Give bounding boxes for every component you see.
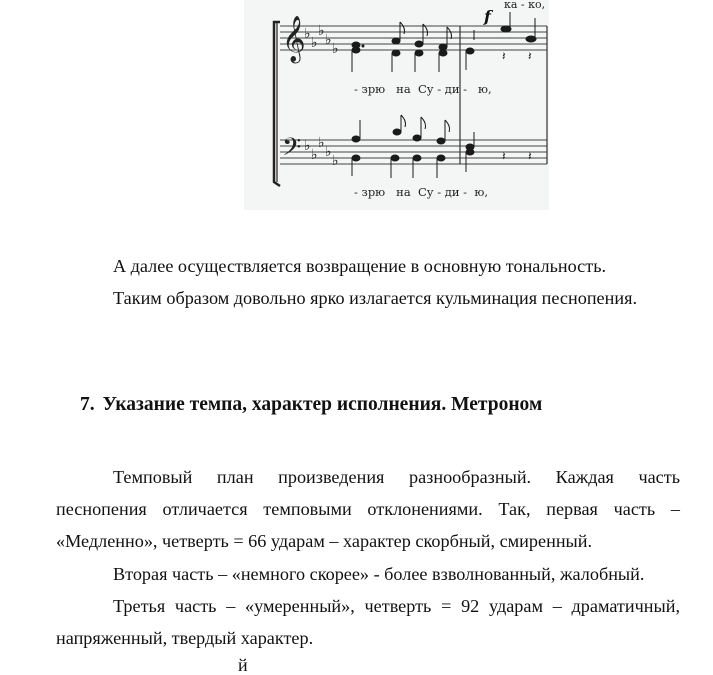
paragraph-third-part-line-1: Третья часть – «умеренный», четверть = 92 ударам – драматичный, [113,596,680,616]
paragraph-third-part-line-2: напряженный, твердый характер. [56,628,314,648]
paragraph-tempo-line-1: Темповый план произведения разнообразный. Каждая часть [113,467,680,487]
svg-text:♭: ♭ [304,138,311,154]
dynamic-forte: f [484,7,491,26]
svg-text:♭: ♭ [325,32,332,48]
svg-text:♭: ♭ [332,41,339,57]
music-score-image [244,0,549,210]
section-title: Указание темпа, характер исполнения. Метроном [102,394,543,415]
svg-text:♭: ♭ [311,147,318,163]
svg-text:♭: ♭ [311,35,318,51]
paragraph-tempo-line-3: «Медленно», четверть = 66 ударам – характер скорбный, смиренный. [56,531,593,551]
svg-text:♭: ♭ [318,135,325,151]
svg-text:𝄽: 𝄽 [528,149,532,163]
section-number: 7. [80,394,95,415]
paragraph-culmination: Таким образом довольно ярко излагается кульминация песнопения. [113,288,638,308]
paragraph-second-part: Вторая часть – «немного скорее» - более взволнованный, жалобный. [113,564,645,584]
cut-off-text-fragment: й [238,655,248,675]
svg-text:𝄞: 𝄞 [282,16,306,62]
paragraph-tempo-line-2: песнопения отличается темповыми отклонениями. Так, первая часть – [56,499,680,519]
svg-text:𝄽: 𝄽 [502,49,506,63]
section-heading [80,389,542,421]
svg-text:𝄽: 𝄽 [502,149,506,163]
svg-text:♭: ♭ [332,153,339,169]
svg-text:♭: ♭ [318,23,325,39]
svg-text:- зрю на Су - ди - ю,: - зрю на Су - ди - ю, [354,82,492,96]
svg-text:♭: ♭ [325,144,332,160]
svg-text:𝄢: 𝄢 [282,133,302,168]
svg-text:♭: ♭ [304,26,311,42]
svg-text:𝄽: 𝄽 [528,49,532,63]
paragraph-return-to-key: А далее осуществляется возвращение в основную тональность. [113,256,607,276]
svg-text:ка - ко,: ка - ко, [504,0,546,11]
svg-text:- зрю на Су - ди - ю,: - зрю на Су - ди - ю, [354,185,489,199]
